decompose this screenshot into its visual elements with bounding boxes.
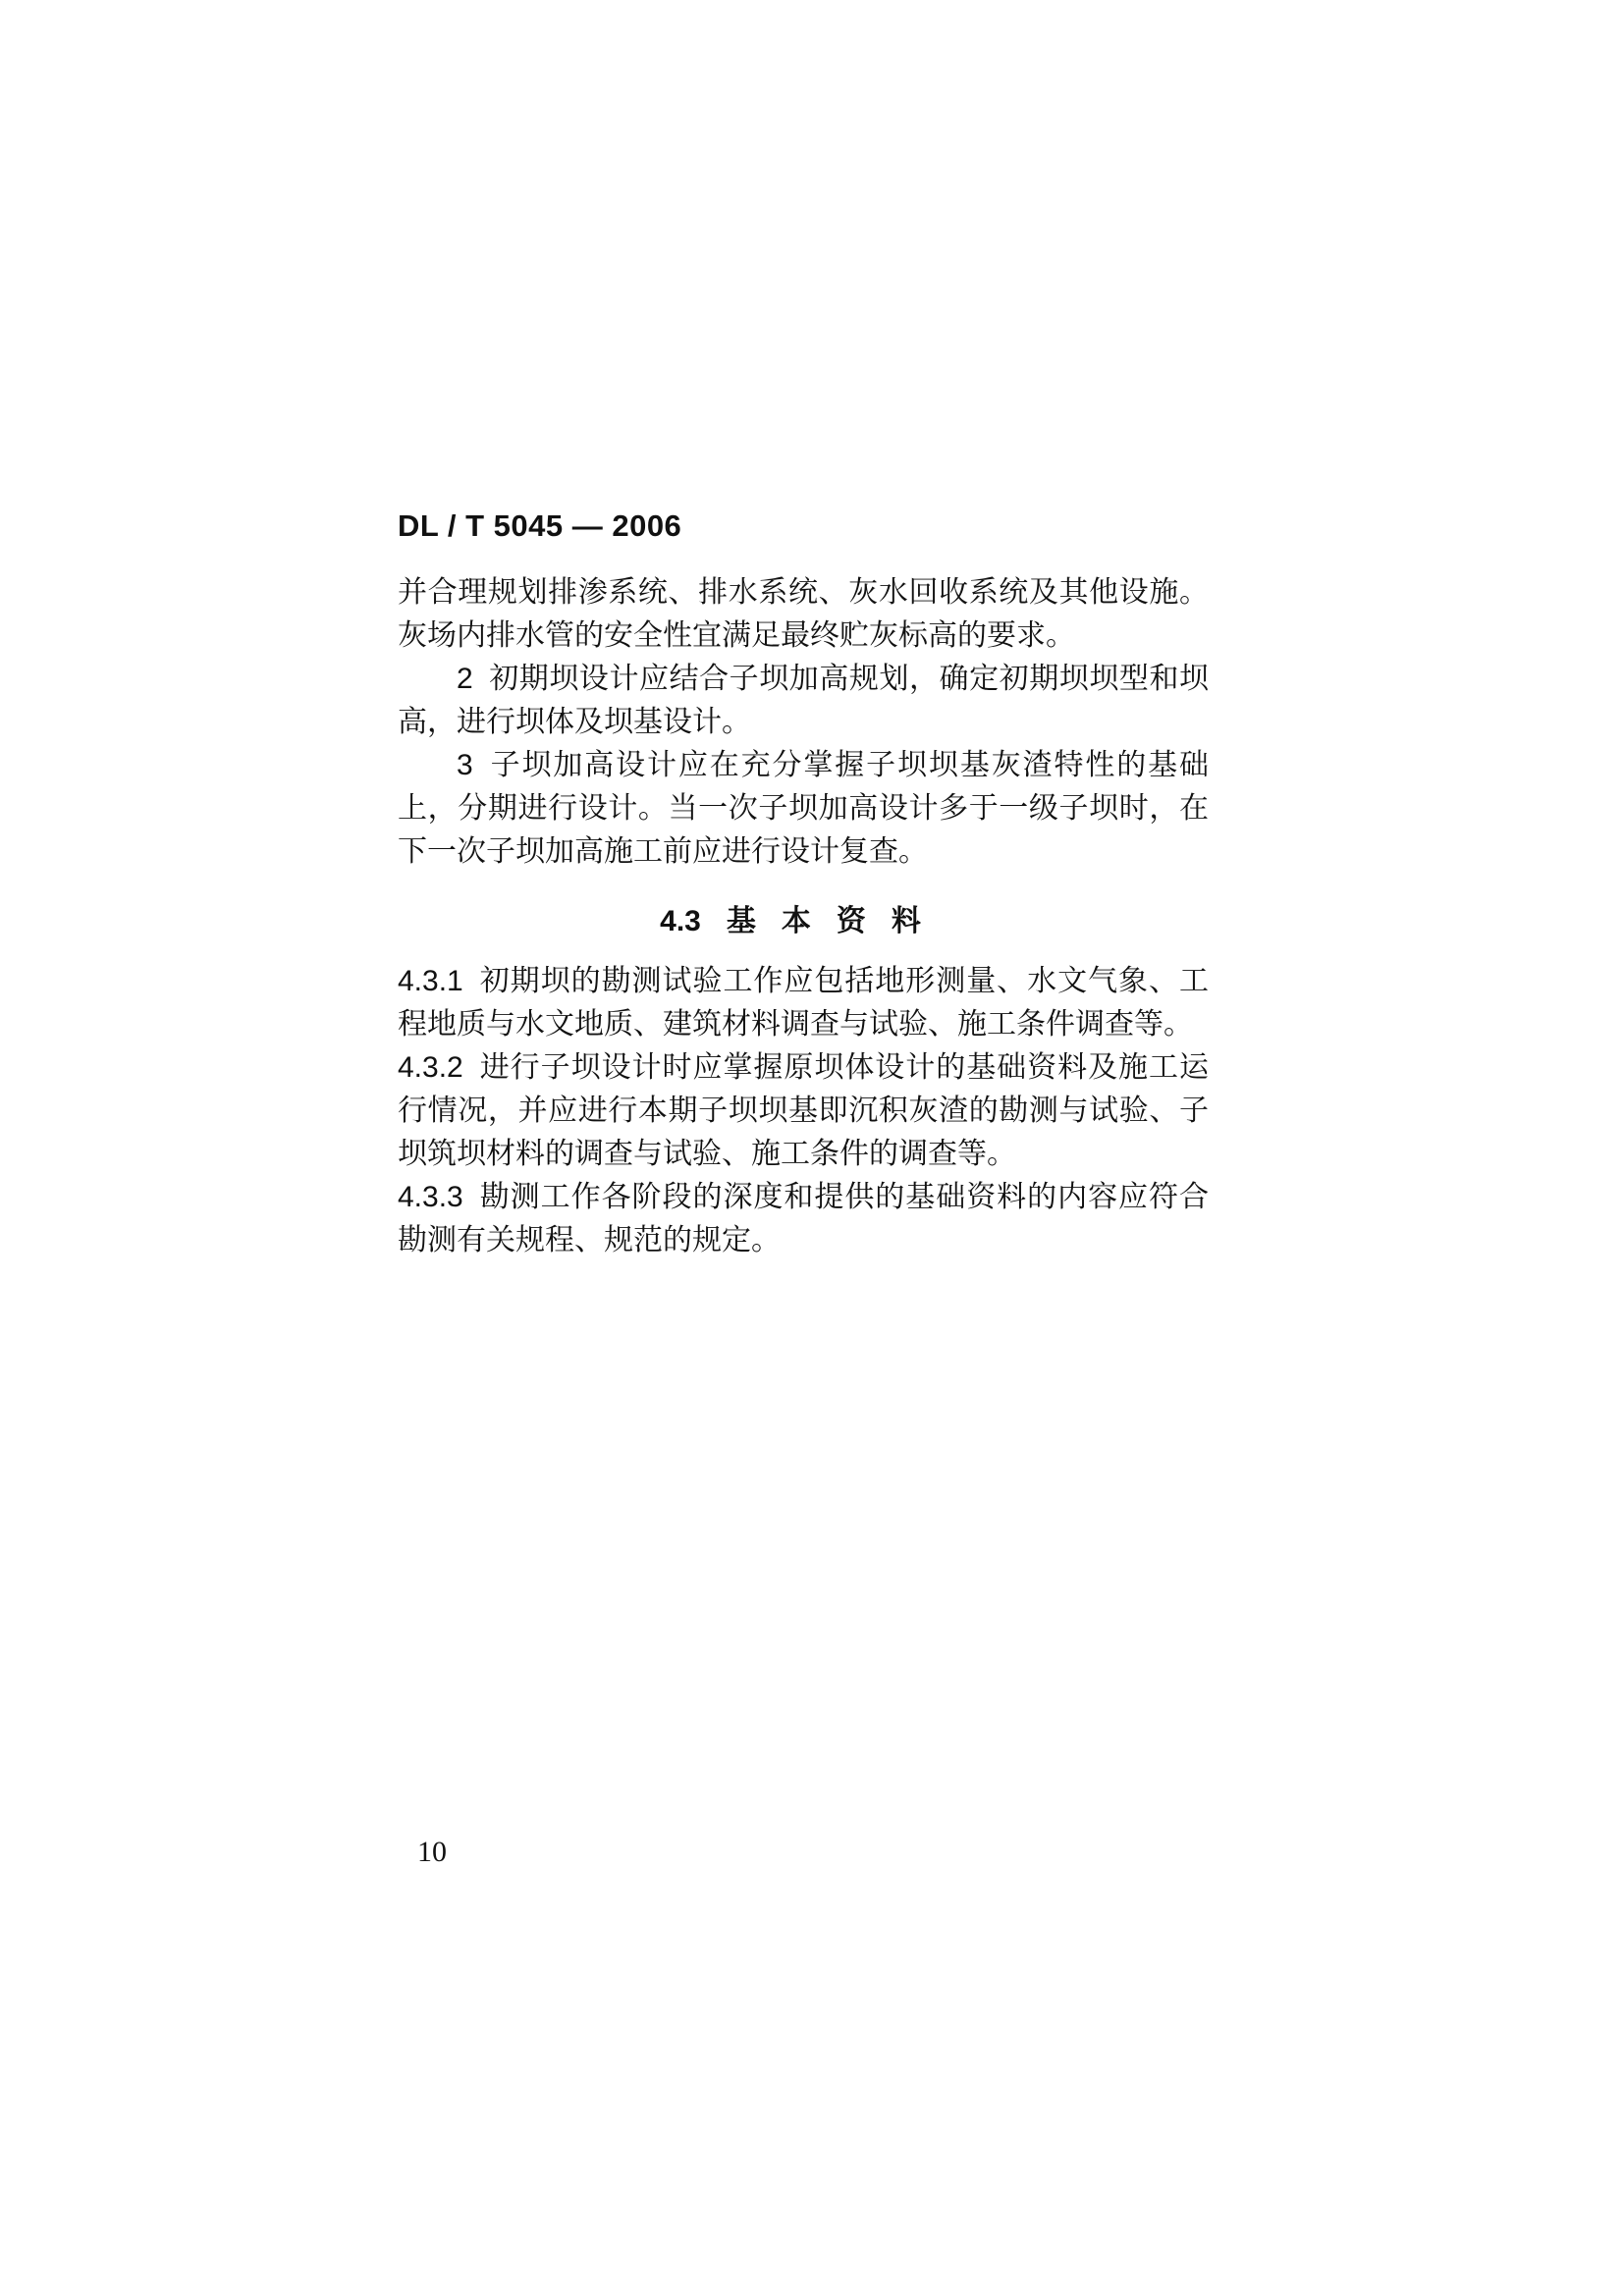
clause-text: 进行子坝设计时应掌握原坝体设计的基础资料及施工运行情况，并应进行本期子坝坝基即沉积灰渣的勘测与试验、子坝筑坝材料的调查与试验、施工条件的调查等。	[398, 1050, 1209, 1171]
clause-4-3-2	[398, 1046, 1209, 1176]
clause-4-3-1	[398, 960, 1209, 1046]
item-3-paragraph	[398, 744, 1209, 874]
item-2-paragraph	[398, 658, 1209, 744]
clause-text: 初期坝的勘测试验工作应包括地形测量、水文气象、工程地质与水文地质、建筑材料调查与试验、施工条件调查等。	[398, 964, 1209, 1041]
continuation-paragraph: 并合理规划排渗系统、排水系统、灰水回收系统及其他设施。灰场内排水管的安全性宜满足最终贮灰标高的要求。	[398, 575, 1209, 653]
page-number: 10	[417, 1836, 447, 1868]
standard-code-header: DL / T 5045 — 2006	[398, 508, 682, 543]
clauses-block	[398, 960, 1209, 1262]
item-text: 子坝加高设计应在充分掌握子坝坝基灰渣特性的基础上，分期进行设计。当一次子坝加高设计多于一级子坝时，在下一次子坝加高施工前应进行设计复查。	[398, 748, 1209, 869]
upper-text-block	[398, 571, 1209, 874]
clause-text: 勘测工作各阶段的深度和提供的基础资料的内容应符合勘测有关规程、规范的规定。	[398, 1180, 1209, 1257]
section-number: 4.3	[660, 905, 701, 937]
item-number: 2	[457, 663, 473, 695]
section-title-text: 基本资料	[726, 904, 947, 938]
clause-number: 4.3.3	[398, 1181, 463, 1213]
clause-number: 4.3.1	[398, 965, 463, 997]
item-text: 初期坝设计应结合子坝加高规划，确定初期坝坝型和坝高，进行坝体及坝基设计。	[398, 662, 1209, 739]
section-heading	[398, 896, 1209, 939]
clause-4-3-3	[398, 1176, 1209, 1262]
clause-number: 4.3.2	[398, 1051, 463, 1084]
item-number: 3	[457, 749, 473, 781]
